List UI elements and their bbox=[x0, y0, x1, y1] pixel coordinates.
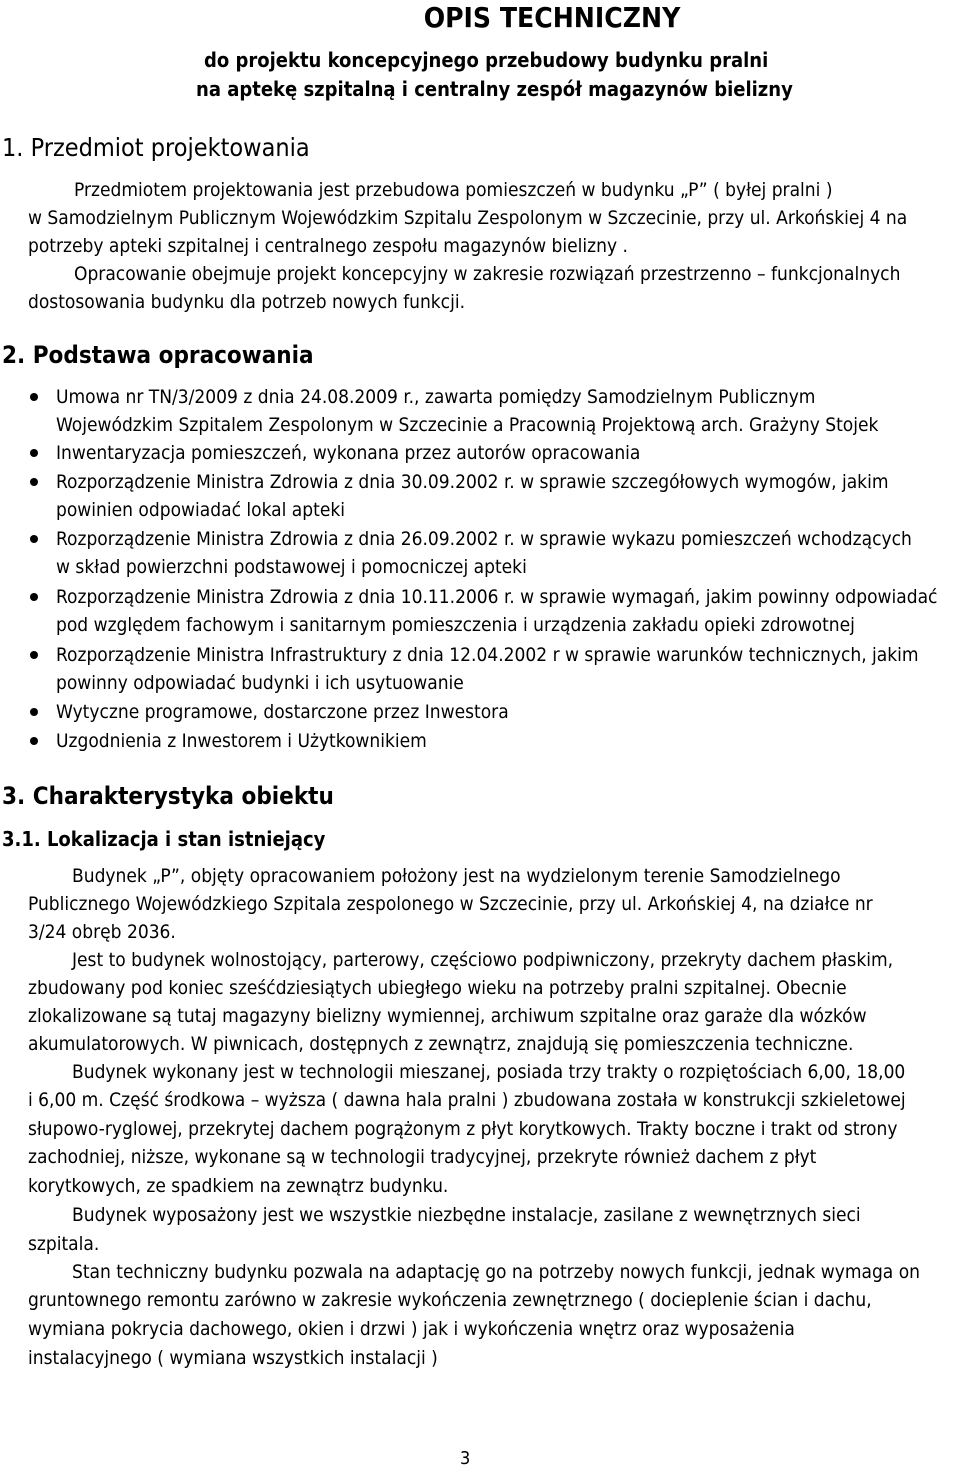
list-item: powinien odpowiadać lokal apteki bbox=[56, 499, 346, 521]
paragraph-line: akumulatorowych. W piwnicach, dostępnych z zewnątrz, znajdują się pomieszczenia techniczne. bbox=[28, 1033, 854, 1055]
paragraph-line: Jest to budynek wolnostojący, parterowy, częściowo podpiwniczony, przekryty dachem płaskim, bbox=[72, 949, 894, 971]
section-3-heading: 3. Charakterystyka obiektu bbox=[2, 782, 334, 810]
subtitle-line: na aptekę szpitalną i centralny zespół magazynów bielizny bbox=[196, 77, 793, 101]
section-2-heading: 2. Podstawa opracowania bbox=[2, 341, 314, 369]
list-item: pod względem fachowym i sanitarnym pomieszczenia i urządzenia zakładu opieki zdrowotnej bbox=[56, 614, 855, 636]
bullet-icon bbox=[30, 535, 38, 543]
paragraph-line: słupowo-ryglowej, przekrytej dachem pogrążonym z płyt korytkowych. Trakty boczne i trakt od strony bbox=[28, 1118, 898, 1140]
subtitle-line: do projektu koncepcyjnego przebudowy budynku pralni bbox=[204, 48, 769, 72]
paragraph-line: Budynek wyposażony jest we wszystkie niezbędne instalacje, zasilane z wewnętrznych sieci bbox=[72, 1204, 861, 1226]
bullet-icon bbox=[30, 478, 38, 486]
paragraph-line: Publicznego Wojewódzkiego Szpitala zespolonego w Szczecinie, przy ul. Arkońskiej 4, na działce nr bbox=[28, 893, 873, 915]
paragraph-line: szpitala. bbox=[28, 1233, 100, 1255]
list-item: Rozporządzenie Ministra Zdrowia z dnia 26.09.2002 r. w sprawie wykazu pomieszczeń wchodzących bbox=[56, 528, 912, 550]
list-item: Rozporządzenie Ministra Zdrowia z dnia 30.09.2002 r. w sprawie szczegółowych wymogów, jakim bbox=[56, 471, 889, 493]
list-item: Wytyczne programowe, dostarczone przez Inwestora bbox=[56, 701, 509, 723]
list-item: w skład powierzchni podstawowej i pomocniczej apteki bbox=[56, 556, 527, 578]
paragraph-line: Stan techniczny budynku pozwala na adaptację go na potrzeby nowych funkcji, jednak wymaga on bbox=[72, 1261, 920, 1283]
paragraph-line: i 6,00 m. Część środkowa – wyższa ( dawna hala pralni ) zbudowana została w konstrukcji szkieletowej bbox=[28, 1089, 906, 1111]
page-number: 3 bbox=[460, 1448, 471, 1469]
paragraph-line: gruntownego remontu zarówno w zakresie wykończenia zewnętrznego ( docieplenie ścian i dachu, bbox=[28, 1289, 872, 1311]
list-item: Inwentaryzacja pomieszczeń, wykonana przez autorów opracowania bbox=[56, 442, 641, 464]
paragraph-line: w Samodzielnym Publicznym Wojewódzkim Szpitalu Zespolonym w Szczecinie, przy ul. Arkońskiej 4 na bbox=[28, 207, 908, 229]
bullet-icon bbox=[30, 737, 38, 745]
list-item: Uzgodnienia z Inwestorem i Użytkownikiem bbox=[56, 730, 427, 752]
paragraph-line: zbudowany pod koniec sześćdziesiątych ubiegłego wieku na potrzeby pralni szpitalnej. Obecnie bbox=[28, 977, 847, 999]
paragraph-line: Budynek „P”, objęty opracowaniem położony jest na wydzielonym terenie Samodzielnego bbox=[72, 865, 841, 887]
list-item: Wojewódzkim Szpitalem Zespolonym w Szczecinie a Pracownią Projektową arch. Grażyny Stojek bbox=[56, 414, 879, 436]
bullet-icon bbox=[30, 393, 38, 401]
paragraph-line: dostosowania budynku dla potrzeb nowych funkcji. bbox=[28, 291, 466, 313]
paragraph-line: 3/24 obręb 2036. bbox=[28, 921, 176, 943]
paragraph-line: potrzeby apteki szpitalnej i centralnego zespołu magazynów bielizny . bbox=[28, 235, 628, 257]
list-item: Rozporządzenie Ministra Zdrowia z dnia 10.11.2006 r. w sprawie wymagań, jakim powinny odpowiadać bbox=[56, 586, 938, 608]
paragraph-line: instalacyjnego ( wymiana wszystkich instalacji ) bbox=[28, 1347, 438, 1369]
bullet-icon bbox=[30, 449, 38, 457]
list-item: powinny odpowiadać budynki i ich usytuowanie bbox=[56, 672, 464, 694]
section-3-1-heading: 3.1. Lokalizacja i stan istniejący bbox=[2, 827, 326, 851]
paragraph-line: zachodniej, niższe, wykonane są w technologii tradycyjnej, przekryte również dachem z płyt bbox=[28, 1146, 817, 1168]
document-title: OPIS TECHNICZNY bbox=[423, 1, 681, 34]
paragraph-line: Budynek wykonany jest w technologii mieszanej, posiada trzy trakty o rozpiętościach 6,00, 18,00 bbox=[72, 1061, 906, 1083]
bullet-icon bbox=[30, 708, 38, 716]
paragraph-line: zlokalizowane są tutaj magazyny bielizny wymiennej, archiwum szpitalne oraz garaże dla wózków bbox=[28, 1005, 867, 1027]
bullet-icon bbox=[30, 593, 38, 601]
list-item: Rozporządzenie Ministra Infrastruktury z dnia 12.04.2002 r w sprawie warunków technicznych, jakim bbox=[56, 644, 919, 666]
bullet-icon bbox=[30, 651, 38, 659]
paragraph-line: Opracowanie obejmuje projekt koncepcyjny w zakresie rozwiązań przestrzenno – funkcjonalnych bbox=[74, 263, 901, 285]
section-1-heading: 1. Przedmiot projektowania bbox=[2, 133, 310, 162]
paragraph-line: korytkowych, ze spadkiem na zewnątrz budynku. bbox=[28, 1175, 449, 1197]
list-item: Umowa nr TN/3/2009 z dnia 24.08.2009 r., zawarta pomiędzy Samodzielnym Publicznym bbox=[56, 386, 816, 408]
paragraph-line: Przedmiotem projektowania jest przebudowa pomieszczeń w budynku „P” ( byłej pralni ) bbox=[74, 179, 833, 201]
paragraph-line: wymiana pokrycia dachowego, okien i drzwi ) jak i wykończenia wnętrz oraz wyposażenia bbox=[28, 1318, 795, 1340]
